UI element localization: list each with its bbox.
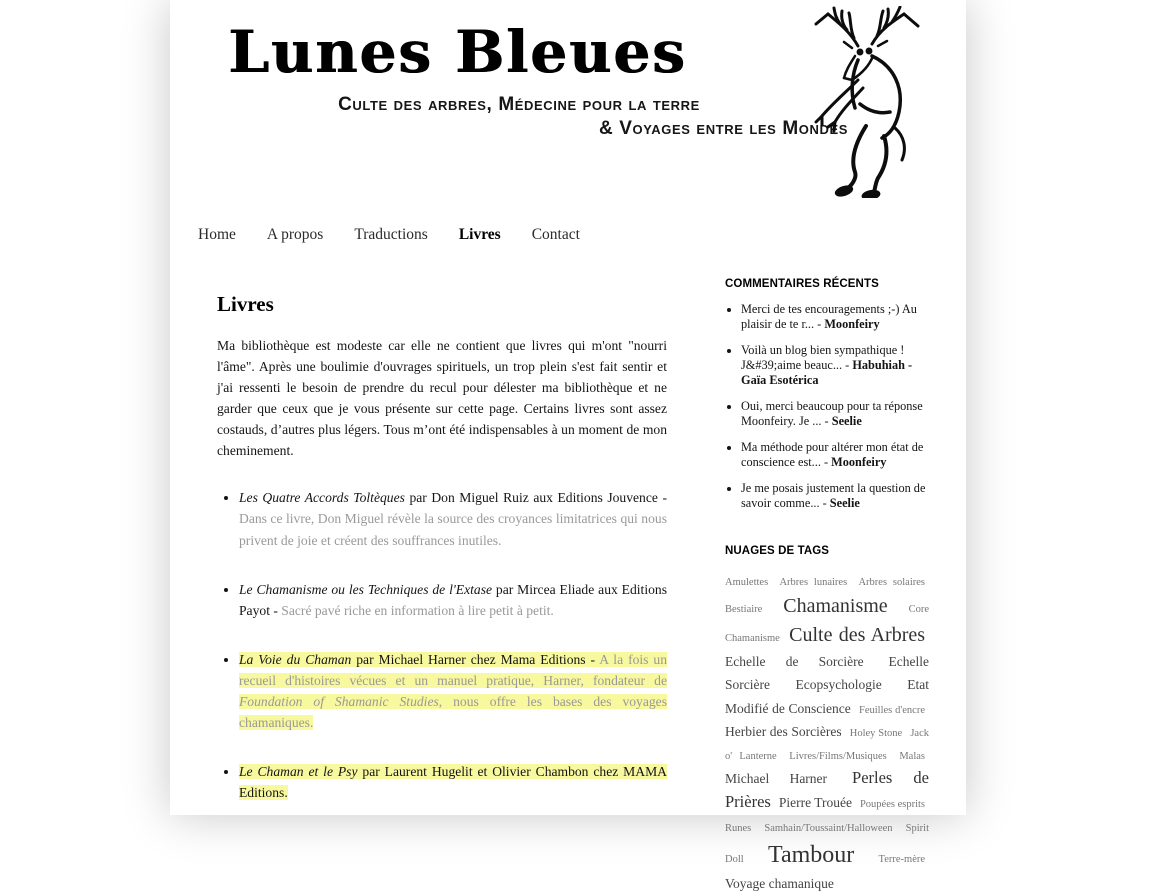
books-list (217, 487, 667, 803)
tag-link[interactable]: Michael Harner (725, 771, 828, 787)
main-area (170, 278, 966, 896)
comment-excerpt: Voilà un blog bien sympathique ! J&#39;aime beauc... - (741, 343, 905, 372)
book-segment-desc: Dans ce livre, Don Miguel révèle la source des croyances limitatrices qui nous privent de joie et créent des souffrances inutiles. (239, 511, 667, 548)
tag-link[interactable]: Arbres solaires (858, 577, 926, 588)
highlighted-book-entry (239, 652, 667, 730)
book-segment-desc: A la fois un recueil d'histoires vécues et un manuel pratique, Harner, fondateur de (239, 651, 668, 688)
comment-author: Seelie (829, 496, 860, 510)
book-list-item (239, 487, 667, 550)
blog-tagline (190, 93, 848, 141)
page-title: Livres (217, 292, 274, 316)
comment-author: Moonfeiry (831, 455, 887, 469)
tag-link[interactable]: Culte des Arbres (789, 624, 926, 647)
tag-link[interactable]: Pierre Trouée (778, 795, 852, 811)
nav-item-home[interactable]: Home (198, 226, 236, 243)
tag-cloud-section (725, 545, 929, 896)
highlighted-book-entry (239, 764, 667, 800)
blog-title-link[interactable]: Lunes Bleues (228, 18, 687, 86)
book-segment-desc-italic: Foundation of Shamanic Studies (239, 693, 439, 709)
recent-comment-item[interactable] (741, 302, 929, 332)
tag-link[interactable]: Amulettes (725, 577, 769, 588)
nav-item-a-propos[interactable]: A propos (266, 226, 324, 243)
tag-cloud (725, 569, 929, 896)
comment-author: Moonfeiry (824, 317, 880, 331)
nav-item-livres[interactable]: Livres (458, 226, 501, 243)
book-segment-plain: par Laurent Hugelit et Olivier Chambon chez MAMA Editions. (239, 763, 667, 800)
recent-comment-item[interactable] (741, 481, 929, 511)
tag-link[interactable]: Bestiaire (725, 604, 763, 616)
tag-link[interactable]: Samhain/Toussaint/Halloween (764, 822, 893, 834)
comment-author: Habuhiah - Gaïa Esotérica (741, 358, 913, 387)
book-segment-desc: , nous offre les bases des voyages chamaniques. (239, 693, 667, 730)
tag-link[interactable]: Runes (725, 822, 752, 834)
tag-link[interactable]: Tambour (767, 841, 855, 868)
comment-excerpt: Merci de tes encouragements ;-) Au plaisir de te r... - (741, 302, 917, 331)
content-column (217, 278, 667, 896)
tag-link[interactable]: Poupées esprits (859, 799, 925, 811)
book-segment-title: La Voie du Chaman (239, 651, 352, 667)
book-segment-desc: Sacré pavé riche en information à lire petit à petit. (281, 602, 554, 618)
tag-link[interactable]: Holey Stone (849, 727, 903, 739)
nav-item-traductions[interactable]: Traductions (354, 226, 428, 243)
book-entry (239, 582, 667, 618)
tag-link[interactable]: Chamanisme (783, 595, 888, 618)
tag-cloud-heading: NUAGES DE TAGS (725, 545, 830, 557)
book-list-item (239, 579, 667, 621)
tag-link[interactable]: Terre-mère (878, 853, 926, 865)
shaman-figure-illustration (800, 6, 936, 198)
tag-link[interactable]: Livres/Films/Musiques (789, 750, 887, 762)
tag-link[interactable]: Core Chamanisme (725, 604, 929, 645)
tag-link[interactable]: Feuilles d'encre (859, 704, 926, 716)
book-segment-title: Les Quatre Accords Toltèques (239, 490, 405, 506)
tag-link[interactable]: Echelle de Sorcière (725, 654, 864, 670)
tag-link[interactable]: Ecopsychologie (795, 677, 882, 693)
recent-comments-section (725, 278, 929, 511)
recent-comment-item[interactable] (741, 399, 929, 429)
book-segment-plain: par Michael Harner chez Mama Editions - (351, 651, 600, 667)
tag-link[interactable]: Etat Modifié de Conscience (725, 677, 929, 716)
tag-link[interactable]: Voyage chamanique (725, 876, 834, 892)
tag-link[interactable]: Jack o' Lanterne (725, 727, 930, 762)
book-segment-plain: par Mircea Eliade aux Editions Payot - (239, 581, 667, 618)
tag-link[interactable]: Echelle Sorcière (725, 654, 929, 693)
blog-header (170, 0, 966, 200)
comment-excerpt: Oui, merci beaucoup pour ta réponse Moonfeiry. Je ... - (741, 399, 923, 428)
tag-link[interactable]: Spirit Doll (725, 822, 930, 865)
comment-excerpt: Je me posais justement la question de savoir comme... - (741, 481, 926, 510)
sidebar (725, 278, 929, 896)
book-segment-title: Le Chamanisme ou les Techniques de l'Extase (239, 581, 493, 597)
tag-link[interactable]: Arbres lunaires (779, 577, 848, 588)
book-list-item (239, 649, 667, 733)
main-navigation (198, 226, 966, 244)
blog-page (170, 0, 966, 892)
tagline-line-2: & Voyages entre les Mondes (599, 117, 848, 139)
comment-author: Seelie (831, 414, 862, 428)
tag-link[interactable]: Herbier des Sorcières (725, 723, 842, 739)
recent-comments-heading: COMMENTAIRES RÉCENTS (725, 278, 879, 290)
book-entry (239, 490, 667, 547)
comment-excerpt: Ma méthode pour altérer mon état de conscience est... - (741, 440, 924, 469)
recent-comments-list (725, 302, 929, 511)
book-list-item (239, 761, 667, 803)
tag-link[interactable]: Malas (899, 750, 926, 762)
book-segment-plain: par Don Miguel Ruiz aux Editions Jouvence - (404, 490, 667, 506)
recent-comment-item[interactable] (741, 440, 929, 470)
tagline-line-1: Culte des arbres, Médecine pour la terre (338, 93, 700, 115)
tag-link[interactable]: Perles de Prières (725, 768, 929, 812)
intro-paragraph: Ma bibliothèque est modeste car elle ne contient que livres qui m'ont "nourri l'âme". Après une boulimie d'ouvrages spirituels, un trop plein s'est fait sentir et j'ai ressenti le besoin de prendre du recul pour délester ma bibliothèque et ne garder que ceux que je vous présente sur cette page. Certains livres sont assez costauds, d’autres plus légers. Tous m’ont été indispensables à un moment de mon cheminement. (217, 338, 667, 459)
recent-comment-item[interactable] (741, 343, 929, 388)
nav-item-contact[interactable]: Contact (531, 226, 580, 243)
book-segment-title: Le Chaman et le Psy (239, 763, 358, 779)
